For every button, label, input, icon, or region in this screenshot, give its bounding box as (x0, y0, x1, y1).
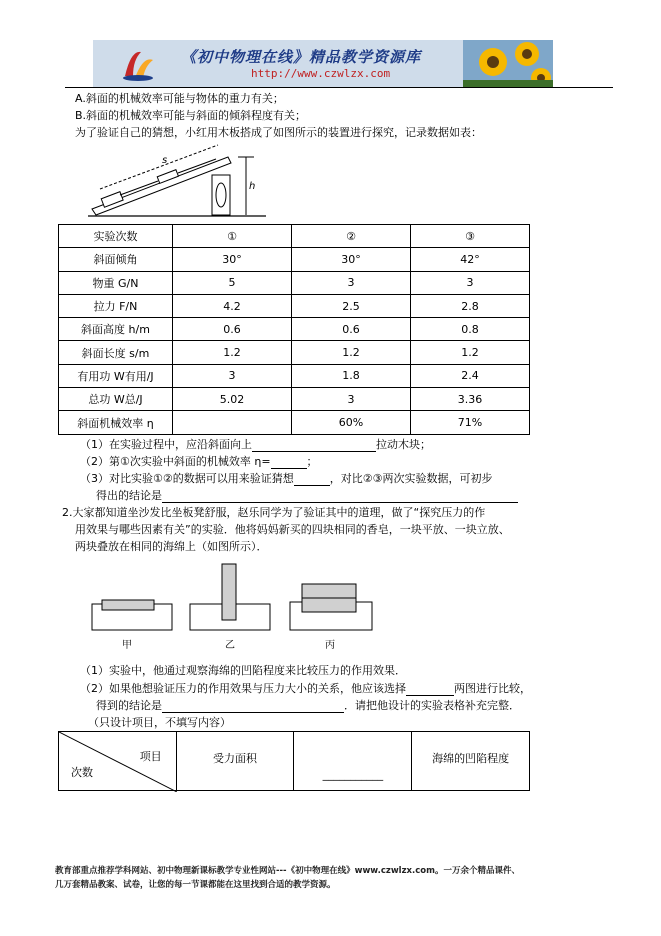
q2-part1: （1）实验中，他通过观察海绵的凹陷程度来比较压力的作用效果． (80, 664, 406, 677)
q1-part1-text: （1）在实验过程中，应沿斜面向上 (80, 438, 252, 451)
table-row (59, 248, 530, 271)
table-cell: 30° (292, 248, 411, 271)
table-cell: 42° (411, 248, 530, 271)
banner-title: 《初中物理在线》精品教学资源库 (181, 48, 422, 66)
q1-part4-text: 得出的结论是 (96, 489, 162, 502)
q1-part1-end: 拉动木块； (376, 438, 431, 451)
page-footer (55, 864, 615, 892)
q2-line1: 2.大家都知道坐沙发比坐板凳舒服，赵乐同学为了验证其中的道理，做了“探究压力的作 (62, 506, 486, 519)
figure-label-bing: 丙 (325, 640, 335, 651)
table-cell: ③ (411, 225, 530, 248)
table-cell: 3 (173, 364, 292, 387)
table-cell: ② (292, 225, 411, 248)
table-cell (173, 411, 292, 434)
q2-part3 (96, 699, 520, 713)
hypothesis-b: B.斜面的机械效率可能与斜面的倾斜程度有关； (75, 109, 307, 122)
column-header: 受力面积 (176, 732, 294, 791)
diag-bottom-label: 次数 (71, 766, 93, 779)
figure-label-yi: 乙 (225, 640, 235, 651)
table-cell: 1.2 (173, 341, 292, 364)
table-cell: 71% (411, 411, 530, 434)
table-row (59, 388, 530, 411)
table-row (59, 271, 530, 294)
diag-top-label: 项目 (139, 750, 162, 763)
answer-blank[interactable] (162, 491, 518, 503)
table-row (59, 341, 530, 364)
incline-apparatus-figure (88, 143, 268, 221)
table-cell: 30° (173, 248, 292, 271)
label-h: h (249, 181, 256, 192)
label-s: s (162, 155, 168, 166)
q1-part3 (80, 472, 492, 486)
banner-url[interactable]: http://www.czwlzx.com (251, 67, 391, 80)
table-cell: 0.6 (292, 318, 411, 341)
table-cell: 0.6 (173, 318, 292, 341)
q1-part2-text: （2）第①次实验中斜面的机械效率 η= (80, 455, 271, 468)
experiment-design-table (58, 731, 530, 791)
row-label: 总功 W总/J (59, 388, 173, 411)
table-cell: 3 (411, 271, 530, 294)
table-cell: 0.8 (411, 318, 530, 341)
row-label: 斜面高度 h/m (59, 318, 173, 341)
table-cell: 5.02 (173, 388, 292, 411)
answer-blank[interactable] (252, 440, 376, 452)
table-cell: 1.8 (292, 364, 411, 387)
hypothesis-a: A.斜面的机械效率可能与物体的重力有关； (75, 92, 284, 105)
soap-sponge-figure (90, 560, 380, 652)
figure-label-jia: 甲 (122, 640, 132, 651)
column-header-blank[interactable]: ___________ (294, 732, 412, 791)
q1-part2 (80, 455, 318, 469)
q2-line2: 用效果与哪些因素有关”的实验．他将妈妈新买的四块相同的香皂，一块平放、一块立放、 (75, 523, 510, 536)
table-cell: 1.2 (411, 341, 530, 364)
q1-part4 (96, 489, 518, 503)
answer-blank[interactable] (271, 457, 307, 469)
row-label: 拉力 F/N (59, 294, 173, 317)
header-rule (65, 87, 613, 88)
row-label: 斜面倾角 (59, 248, 173, 271)
table-cell: 1.2 (292, 341, 411, 364)
q2-part2-end: 两图进行比较， (454, 682, 531, 695)
q1-part2-end: ； (306, 455, 318, 468)
q1-part3-mid: ，对比②③两次实验数据，可初步 (329, 472, 493, 485)
footer-line2: 几万套精品教案、试卷，让您的每一节课都能在这里找到合适的教学资源。 (55, 880, 336, 890)
table-cell: 2.5 (292, 294, 411, 317)
footer-line1: 教育部重点推荐学科网站、初中物理新课标教学专业性网站---《初中物理在线》www.czwlzx.com。一万余个精品课件、 (55, 866, 520, 876)
table-cell: 3 (292, 271, 411, 294)
answer-blank[interactable] (294, 474, 330, 486)
site-logo-icon (121, 46, 155, 82)
row-label: 有用功 W有用/J (59, 364, 173, 387)
q2-part3-text: 得到的结论是 (96, 699, 162, 712)
diagonal-header-cell (59, 732, 177, 791)
q2-line3: 两块叠放在相同的海绵上（如图所示）． (75, 540, 268, 553)
q2-part3-end: ．请把他设计的实验表格补充完整． (344, 699, 520, 712)
q1-part1 (80, 438, 431, 452)
table-row (59, 294, 530, 317)
table-cell: ① (173, 225, 292, 248)
header-banner (93, 40, 553, 87)
row-label: 物重 G/N (59, 271, 173, 294)
table-cell: 3.36 (411, 388, 530, 411)
table-cell: 4.2 (173, 294, 292, 317)
table-cell: 5 (173, 271, 292, 294)
table-row (59, 732, 530, 791)
q2-part2 (80, 682, 531, 696)
incline-data-table (58, 224, 530, 435)
q2-part2-text: （2）如果他想验证压力的作用效果与压力大小的关系，他应该选择 (80, 682, 406, 695)
q2-part4: （只设计项目，不填写内容） (88, 716, 231, 729)
row-label: 斜面机械效率 η (59, 411, 173, 434)
sunflower-icon (463, 40, 553, 87)
answer-blank[interactable] (406, 684, 454, 696)
table-row (59, 364, 530, 387)
q1-part3-text: （3）对比实验①②的数据可以用来验证猜想 (80, 472, 294, 485)
table-row (59, 411, 530, 434)
table-cell: 2.8 (411, 294, 530, 317)
table-cell: 2.4 (411, 364, 530, 387)
table-cell: 3 (292, 388, 411, 411)
table-header-row (59, 225, 530, 248)
answer-blank[interactable] (162, 701, 344, 713)
table-row (59, 318, 530, 341)
table-cell: 60% (292, 411, 411, 434)
column-header: 海绵的凹陷程度 (412, 732, 530, 791)
setup-text: 为了验证自己的猜想，小红用木板搭成了如图所示的装置进行探究，记录数据如表： (75, 126, 482, 139)
row-label: 斜面长度 s/m (59, 341, 173, 364)
table-cell: 实验次数 (59, 225, 173, 248)
